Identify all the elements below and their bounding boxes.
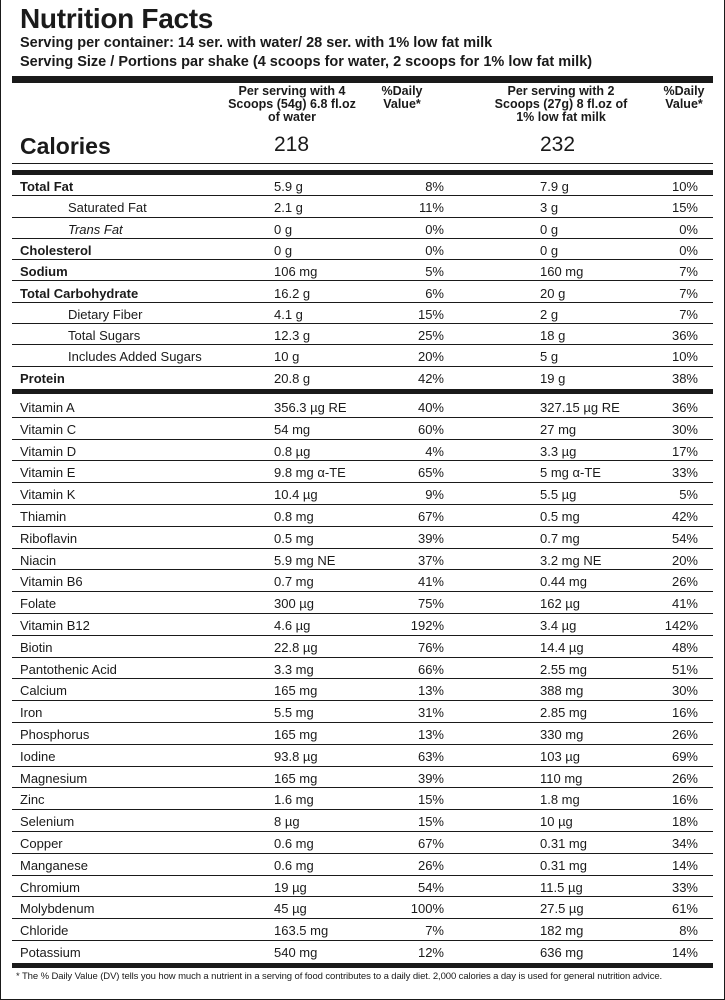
amount-milk: 10 µg [540,814,573,830]
nutrient-name: Iodine [20,748,56,764]
nutrient-name: Total Sugars [68,328,141,344]
dv-milk: 7% [679,306,698,322]
amount-milk: 2.55 mg [540,661,587,677]
dv-milk: 142% [664,618,698,633]
dv-water: 8% [425,179,444,194]
nutrient-name: Vitamin K [20,487,76,503]
dv-milk: 36% [671,328,698,344]
calories-label: Calories [20,133,111,159]
nutrient-name: Total Carbohydrate [20,285,139,301]
dv-milk: 34% [671,836,698,851]
dv-water: 7% [425,923,444,939]
nutrient-name: Trans Fat [68,221,123,237]
amount-water: 4.1 g [274,306,303,322]
table-row [12,505,713,527]
amount-milk: 3.3 µg [540,443,577,459]
nutrient-name: Niacin [20,552,57,568]
dv-water: 67% [417,509,444,524]
table-row [12,527,713,549]
amount-milk: 2.85 mg [540,705,587,721]
dv-water: 39% [417,530,444,546]
dv-milk: 7% [679,264,698,280]
dv-water: 100% [410,901,444,917]
amount-water: 0.8 µg [274,443,311,459]
amount-milk: 20 g [540,285,566,301]
table-row [12,636,713,658]
amount-water: 0.6 mg [274,857,314,873]
amount-water: 16.2 g [274,285,311,301]
amount-milk: 0.7 mg [540,530,580,546]
dv-milk: 26% [671,727,698,742]
nutrient-name: Dietary Fiber [68,306,143,322]
amount-water: 4.6 µg [274,618,311,633]
amount-milk: 5.5 µg [540,487,577,503]
nutrient-name: Folate [20,596,57,612]
amount-water: 300 µg [274,596,315,612]
nutrient-name: Manganese [20,857,88,873]
table-row [12,303,713,324]
amount-water: 106 mg [274,264,318,280]
table-row [12,788,713,810]
amount-milk: 0 g [540,221,559,237]
amount-water: 0.5 mg [274,530,314,546]
amount-milk: 0.31 mg [540,857,587,873]
table-row [12,461,713,483]
column-header-milk-amount: Per serving with 2 Scoops (27g) 8 fl.oz of 1% low fat milk [494,84,628,124]
amount-water: 5.9 mg NE [274,552,336,568]
nutrient-name: Iron [20,705,43,721]
amount-water: 45 µg [274,901,307,917]
dv-water: 40% [417,400,444,415]
nutrient-name: Saturated Fat [68,200,147,216]
table-row [12,701,713,723]
dv-water: 9% [425,487,444,503]
nutrient-name: Vitamin E [20,465,76,481]
dv-milk: 69% [671,748,698,764]
calories-water-value: 218 [274,133,310,156]
dv-water: 0% [425,242,444,258]
dv-milk: 17% [671,443,698,459]
dv-water: 15% [417,814,444,830]
divider-thick-vitamins [12,389,713,394]
nutrient-name: Zinc [20,792,45,808]
divider-calories [12,163,713,164]
nutrient-name: Riboflavin [20,530,78,546]
dv-water: 13% [417,727,444,742]
daily-value-footnote: * The % Daily Value (DV) tells you how much a nutrient in a serving of food contributes to a daily diet. 2,000 calories a day is used for general nutrition advice. [16,971,663,982]
nutrient-name: Phosphorus [20,727,90,742]
nutrient-name: Selenium [20,814,75,830]
nutrient-name: Vitamin B6 [20,574,83,590]
nutrient-name: Calcium [20,683,67,699]
amount-milk: 0.5 mg [540,509,580,524]
table-row [12,897,713,919]
table-row [12,810,713,832]
amount-milk: 110 mg [540,770,583,786]
panel-title: Nutrition Facts [20,3,214,34]
table-row [12,832,713,854]
nutrient-name: Sodium [20,264,68,280]
dv-water: 41% [417,574,444,590]
dv-milk: 8% [679,923,698,939]
table-row [12,745,713,767]
amount-milk: 636 mg [540,945,584,960]
dv-milk: 48% [671,639,698,655]
column-header-milk-dv: %Daily Value* [663,84,705,111]
table-row [12,324,713,345]
nutrient-name: Potassium [20,945,81,960]
table-row [12,941,713,962]
dv-water: 60% [417,421,444,437]
table-row [12,260,713,281]
amount-milk: 160 mg [540,264,584,280]
dv-water: 6% [425,285,444,301]
amount-water: 0.6 mg [274,836,314,851]
dv-water: 63% [417,748,444,764]
amount-milk: 19 g [540,370,566,386]
amount-milk: 18 g [540,328,566,344]
dv-milk: 10% [671,349,698,365]
amount-milk: 3 g [540,200,559,216]
dv-milk: 61% [671,901,698,917]
table-row [12,218,713,239]
amount-milk: 162 µg [540,596,581,612]
amount-water: 0 g [274,221,293,237]
dv-water: 25% [417,328,444,344]
table-row [12,367,713,387]
dv-milk: 26% [671,574,698,590]
divider-thick-bottom [12,963,713,968]
amount-water: 163.5 mg [274,923,329,939]
dv-milk: 15% [671,200,698,216]
table-row [12,767,713,789]
amount-water: 93.8 µg [274,748,318,764]
nutrient-name: Vitamin A [20,400,75,415]
servings-per-container: Serving per container: 14 ser. with water/ 28 ser. with 1% low fat milk [20,35,493,51]
amount-water: 22.8 µg [274,639,318,655]
amount-water: 19 µg [274,879,307,895]
table-row [12,614,713,636]
dv-milk: 0% [679,242,698,258]
dv-water: 75% [417,596,444,612]
table-row [12,345,713,366]
nutrient-name: Magnesium [20,770,88,786]
dv-milk: 30% [671,683,698,699]
amount-water: 1.6 mg [274,792,314,808]
amount-water: 5.9 g [274,179,303,194]
dv-water: 76% [417,639,444,655]
amount-milk: 0 g [540,242,559,258]
amount-water: 0 g [274,242,293,258]
dv-water: 12% [417,945,444,960]
dv-milk: 26% [671,770,698,786]
amount-water: 8 µg [274,814,300,830]
amount-milk: 11.5 µg [540,879,583,895]
table-row [12,483,713,505]
table-row [12,876,713,898]
dv-water: 54% [417,879,444,895]
nutrient-name: Chloride [20,923,69,939]
dv-milk: 30% [671,421,698,437]
table-row [12,854,713,876]
amount-water: 2.1 g [274,200,303,216]
dv-milk: 18% [671,814,698,830]
amount-water: 20.8 g [274,370,311,386]
amount-milk: 0.31 mg [540,836,587,851]
calories-milk-value: 232 [540,133,576,156]
dv-milk: 54% [671,530,698,546]
dv-milk: 7% [679,285,698,301]
dv-water: 66% [417,661,444,677]
amount-water: 54 mg [274,421,311,437]
table-row [12,418,713,440]
dv-water: 42% [417,370,444,386]
dv-water: 65% [417,465,444,481]
nutrient-name: Cholesterol [20,242,92,258]
amount-milk: 5 g [540,349,559,365]
dv-milk: 14% [671,945,698,960]
dv-milk: 33% [671,465,698,481]
amount-milk: 1.8 mg [540,792,580,808]
column-header-water-dv: %Daily Value* [381,84,423,111]
dv-milk: 0% [679,221,698,237]
table-row [12,196,713,217]
nutrient-name: Chromium [20,879,80,895]
dv-milk: 41% [671,596,698,612]
table-row [12,282,713,303]
table-row [12,396,713,418]
amount-water: 9.8 mg α-TE [274,465,346,481]
amount-milk: 7.9 g [540,179,569,194]
dv-milk: 20% [671,552,698,568]
dv-water: 20% [417,349,444,365]
dv-water: 26% [417,857,444,873]
dv-water: 11% [418,200,444,216]
dv-milk: 10% [671,179,698,194]
dv-milk: 36% [671,400,698,415]
dv-water: 13% [417,683,444,699]
amount-water: 540 mg [274,945,318,960]
amount-water: 165 mg [274,770,318,786]
table-row [12,679,713,701]
table-row [12,570,713,592]
amount-milk: 14.4 µg [540,639,584,655]
amount-water: 165 mg [274,727,318,742]
nutrient-name: Vitamin D [20,443,77,459]
dv-water: 37% [417,552,444,568]
amount-water: 5.5 mg [274,705,314,721]
dv-milk: 38% [671,370,698,386]
dv-milk: 14% [671,857,698,873]
amount-milk: 182 mg [540,923,584,939]
dv-milk: 33% [671,879,698,895]
dv-milk: 5% [679,487,698,503]
amount-milk: 27 mg [540,421,577,437]
amount-milk: 330 mg [540,727,584,742]
amount-milk: 388 mg [540,683,584,699]
dv-water: 4% [425,443,444,459]
nutrient-name: Biotin [20,639,53,655]
dv-milk: 42% [671,509,698,524]
amount-milk: 2 g [540,306,559,322]
divider-thick-top [12,76,713,83]
dv-water: 0% [425,221,444,237]
table-row [12,592,713,614]
nutrient-name: Vitamin B12 [20,618,90,633]
dv-milk: 16% [671,792,698,808]
amount-milk: 3.4 µg [540,618,577,633]
dv-water: 5% [425,264,444,280]
nutrient-name: Copper [20,836,63,851]
amount-water: 10.4 µg [274,487,318,503]
dv-water: 15% [417,306,444,322]
amount-water: 10 g [274,349,300,365]
column-header-water-amount: Per serving with 4 Scoops (54g) 6.8 fl.oz of water [228,84,356,124]
amount-water: 0.7 mg [274,574,314,590]
dv-water: 31% [417,705,444,721]
nutrient-name: Includes Added Sugars [68,349,202,365]
dv-water: 39% [417,770,444,786]
dv-water: 15% [417,792,444,808]
dv-water: 192% [410,618,444,633]
amount-milk: 3.2 mg NE [540,552,602,568]
amount-milk: 5 mg α-TE [540,465,601,481]
table-row [12,239,713,260]
nutrient-name: Molybdenum [20,901,95,917]
amount-water: 0.8 mg [274,509,314,524]
amount-milk: 0.44 mg [540,574,587,590]
serving-size: Serving Size / Portions par shake (4 scoops for water, 2 scoops for 1% low fat milk) [20,54,593,70]
amount-water: 12.3 g [274,328,311,344]
amount-milk: 327.15 µg RE [540,400,620,415]
amount-water: 165 mg [274,683,318,699]
dv-water: 67% [417,836,444,851]
table-row [12,440,713,462]
dv-milk: 16% [671,705,698,721]
nutrient-name: Pantothenic Acid [20,661,117,677]
nutrient-name: Vitamin C [20,421,77,437]
table-row [12,723,713,745]
table-row [12,658,713,680]
amount-milk: 103 µg [540,748,581,764]
nutrient-name: Protein [20,370,65,386]
amount-milk: 27.5 µg [540,901,584,917]
table-row [12,919,713,941]
amount-water: 3.3 mg [274,661,314,677]
nutrient-name: Total Fat [20,179,74,194]
table-row [12,175,713,196]
dv-milk: 51% [671,661,698,677]
amount-water: 356.3 µg RE [274,400,347,415]
table-row [12,549,713,571]
nutrient-name: Thiamin [20,509,67,524]
